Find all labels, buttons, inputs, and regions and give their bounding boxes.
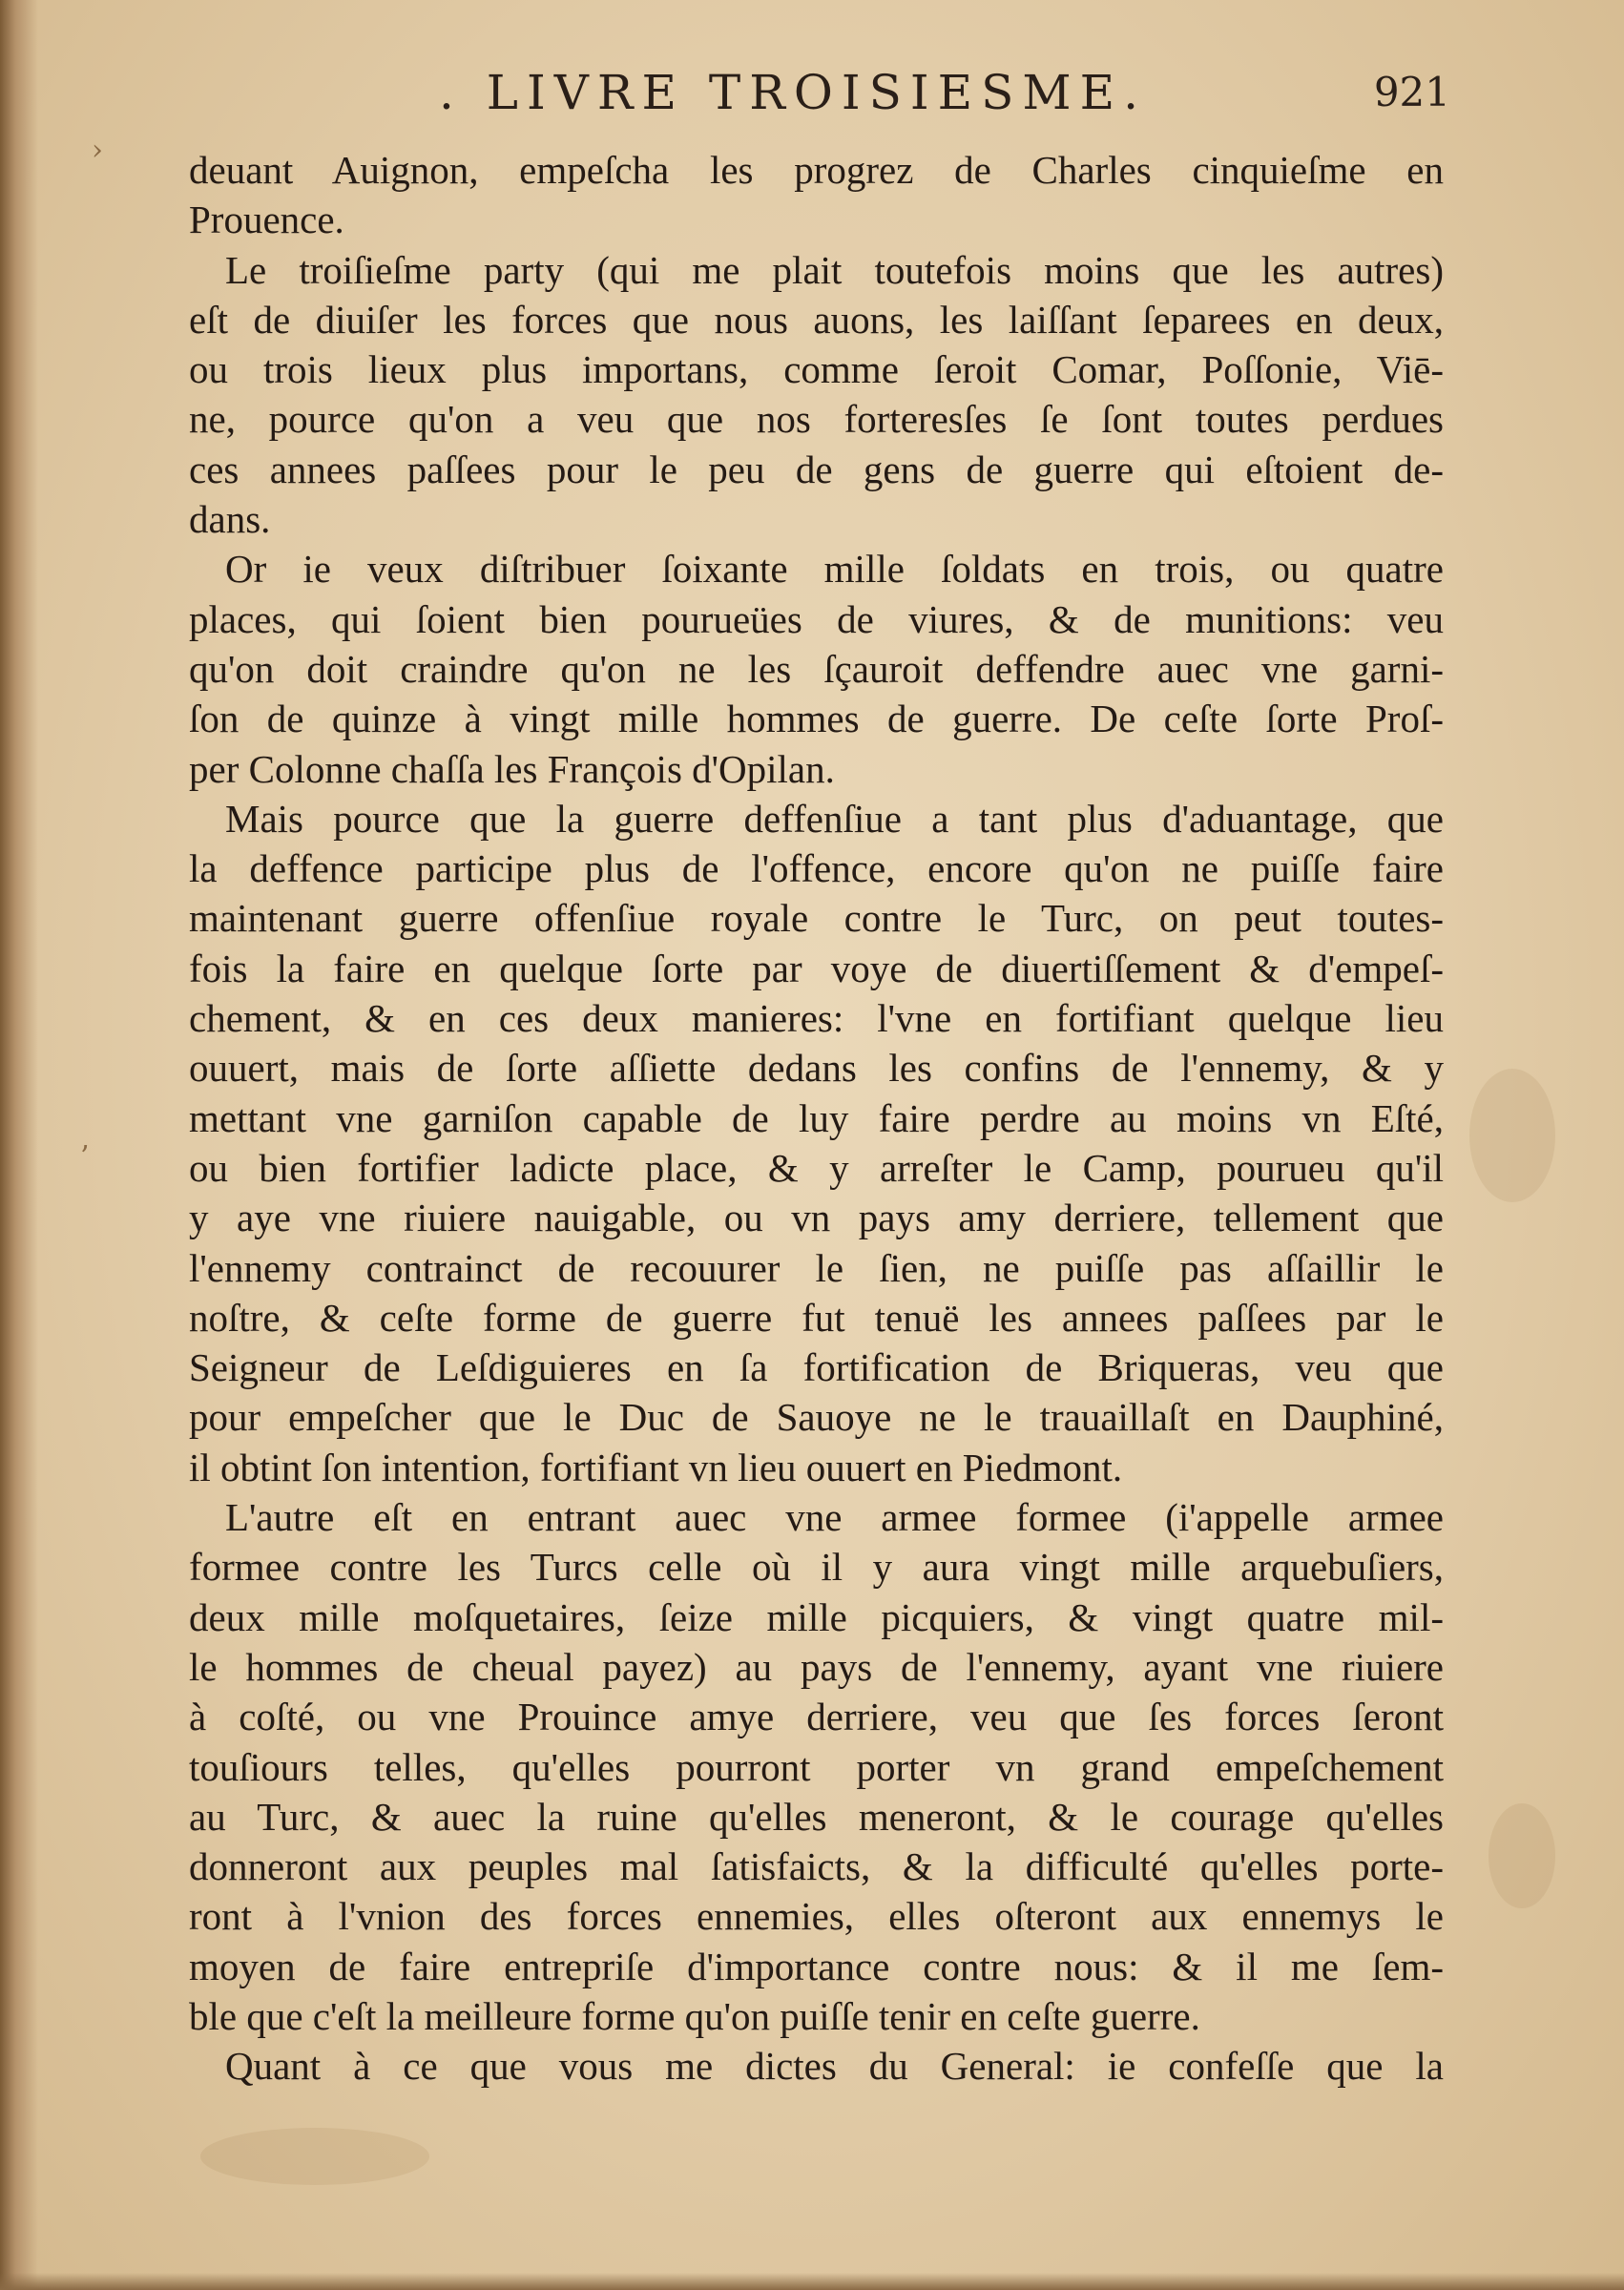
page-bottom-edge (0, 2273, 1624, 2290)
text-line: maintenant guerre offenſiue royale contre le Turc, on peut toutes- (189, 896, 1444, 941)
running-title: . LIVRE TROISIESME. (439, 65, 1147, 120)
text-line: chement, & en ces deux manieres: l'vne en fortifiant quelque lieu (189, 996, 1444, 1041)
text-line: ou bien fortifier ladicte place, & y arreſter le Camp, pourueu qu'il (189, 1145, 1444, 1190)
text-line: ouuert, mais de ſorte aſſiette dedans les confins de l'ennemy, & y (189, 1046, 1444, 1091)
binding-gutter-shadow (0, 0, 38, 2290)
text-line: ront à l'vnion des forces ennemies, elles oſteront aux ennemys le (189, 1894, 1444, 1939)
text-line: l'ennemy contrainct de recouurer le ſien, ne puiſſe pas aſſaillir le (189, 1245, 1444, 1290)
text-line: ou trois lieux plus importans, comme ſeroit Comar, Poſſonie, Viē- (189, 347, 1444, 392)
running-head (0, 59, 1624, 135)
text-line: le hommes de cheual payez) au pays de l'ennemy, ayant vne riuiere (189, 1644, 1444, 1689)
paper-stain (200, 2128, 429, 2185)
text-line: Seigneur de Leſdiguieres en ſa fortification de Briqueras, veu que (189, 1345, 1444, 1390)
text-line: au Turc, & auec la ruine qu'elles meneront, & le courage qu'elles (189, 1794, 1444, 1839)
text-line: mettant vne garniſon capable de luy faire perdre au moins vn Eſté, (189, 1095, 1444, 1140)
text-line: per Colonne chaſſa les François d'Opilan. (189, 746, 835, 791)
text-line: fois la faire en quelque ſorte par voye de diuertiſſement & d'empeſ- (189, 946, 1444, 990)
text-line: donneront aux peuples mal ſatisfaicts, & la difficulté qu'elles porte- (189, 1844, 1444, 1889)
text-line: ne, pource qu'on a veu que nos forteresſes ſe ſont toutes perdues (189, 397, 1444, 442)
text-line: Mais pource que la guerre deffenſiue a tant plus d'aduantage, que (225, 796, 1444, 841)
text-line: touſiours telles, qu'elles pourront porter vn grand empeſchement (189, 1744, 1444, 1789)
margin-mark: ’ (80, 1140, 90, 1174)
text-line: pour empeſcher que le Duc de Sauoye ne le trauaillaſt en Dauphiné, (189, 1395, 1444, 1440)
text-line: à coſté, ou vne Prouince amye derriere, veu que ſes forces ſeront (189, 1695, 1444, 1739)
page-number: 921 (1373, 69, 1450, 115)
text-line: eſt de diuiſer les forces que nous auons, les laiſſant ſeparees en deux, (189, 297, 1444, 342)
text-line: moyen de faire entrepriſe d'importance contre nous: & il me ſem- (189, 1944, 1444, 1988)
text-line: il obtint ſon intention, fortifiant vn lieu ouuert en Piedmont. (189, 1445, 1123, 1489)
text-line: L'autre eſt en entrant auec vne armee formee (i'appelle armee (225, 1495, 1444, 1540)
body-text (189, 145, 1444, 2092)
paper-stain (1489, 1803, 1555, 1908)
text-line: noſtre, & ceſte forme de guerre fut tenuë les annees paſſees par le (189, 1295, 1444, 1340)
text-line: ble que c'eſt la meilleure forme qu'on puiſſe tenir en ceſte guerre. (189, 1993, 1200, 2038)
text-line: ces annees paſſees pour le peu de gens de guerre qui eſtoient de- (189, 447, 1444, 491)
text-line: places, qui ſoient bien pourueües de viures, & de munitions: veu (189, 596, 1444, 641)
text-line: deuant Auignon, empeſcha les progrez de Charles cinquieſme en (189, 148, 1444, 192)
text-line: Or ie veux diſtribuer ſoixante mille ſoldats en trois, ou quatre (225, 547, 1444, 592)
text-line: Prouence. (189, 198, 344, 242)
margin-mark: › (92, 134, 103, 167)
text-line: dans. (189, 497, 271, 542)
paper-stain (1469, 1069, 1555, 1202)
text-line: deux mille moſquetaires, ſeize mille picquiers, & vingt quatre mil- (189, 1594, 1444, 1639)
text-line: y aye vne riuiere nauigable, ou vn pays amy derriere, tellement que (189, 1196, 1444, 1240)
text-line: formee contre les Turcs celle où il y aura vingt mille arquebuſiers, (189, 1545, 1444, 1590)
text-line: qu'on doit craindre qu'on ne les ſçauroit deffendre auec vne garni- (189, 646, 1444, 691)
text-line: ſon de quinze à vingt mille hommes de guerre. De ceſte ſorte Proſ- (189, 697, 1444, 741)
text-line: la deffence participe plus de l'offence, encore qu'on ne puiſſe faire (189, 846, 1444, 891)
text-line: Quant à ce que vous me dictes du General: ie confeſſe que la (225, 2044, 1444, 2089)
text-line: Le troiſieſme party (qui me plait toutefois moins que les autres) (225, 247, 1444, 292)
